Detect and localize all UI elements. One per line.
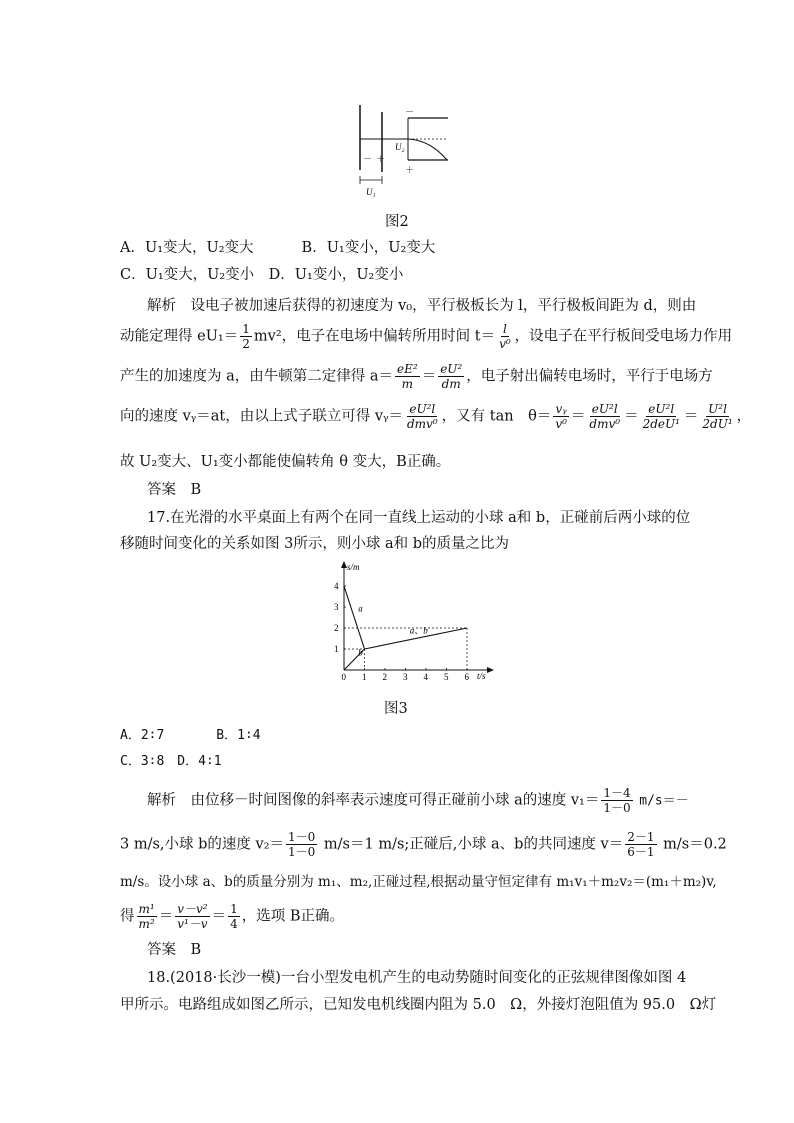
label-plus-left: ＋ bbox=[376, 154, 386, 164]
q16-analysis-line4: 向的速度 vᵧ＝at，由以上式子联立可得 vᵧ＝ $\frac{\text{eU²l}}{\text{dmv⁰}}$ ，又有 tan θ＝ $\frac{\text{vᵧ}}{\text{v⁰}}$ ＝ $\frac{\text{eU²l}}{\text{dmv⁰}}$ ＝ $\frac{\text{eU²l}}{\text{2deU¹}}$ ＝ $\frac{\text{U²l}}{\text{2dU¹}}$ ， bbox=[120, 402, 752, 431]
q17-analysis-line4: 得 $\frac{\text{m¹}}{\text{m²}}$ ＝ $\frac{\text{v－v²}}{\text{v¹－v}}$ ＝ $\frac{1}{4}$ ，选项 B正确。 bbox=[120, 902, 344, 931]
q17-answer: 答案 B bbox=[147, 942, 202, 958]
y-axis-label: s/m bbox=[347, 562, 360, 572]
series-label-0: a bbox=[358, 603, 363, 614]
figure-2-diagram bbox=[350, 100, 450, 205]
y-tick-3: 3 bbox=[334, 602, 339, 612]
x-tick-3: 3 bbox=[403, 672, 408, 682]
x-tick-2: 2 bbox=[382, 672, 387, 682]
q17-stem-line2: 移随时间变化的关系如图 3所示，则小球 a和 b的质量之比为 bbox=[120, 536, 509, 552]
y-tick-1: 1 bbox=[334, 644, 339, 654]
q16-answer: 答案 B bbox=[147, 482, 202, 498]
x-tick-5: 5 bbox=[444, 672, 449, 682]
q18-stem-line2: 甲所示。电路组成如图乙所示，已知发电机线圈内阻为 5.0 Ω，外接灯泡阻值为 95.0 Ω灯 bbox=[120, 997, 717, 1013]
series-label-2: a、b bbox=[409, 625, 428, 636]
q17-analysis-line2: 3 m/s,小球 b的速度 v₂＝ $\frac{1-0}{1-0}$ m/s＝1 m/s;正碰后,小球 a、b的共同速度 v＝ $\frac{2-1}{6-1}$ m/s＝0.2 bbox=[120, 830, 727, 859]
q18-stem-line1: 18.(2018·长沙一模)一台小型发电机产生的电动势随时间变化的正弦规律图像如图 4 bbox=[147, 970, 687, 986]
q16-analysis-line5: 故 U₂变大、U₁变小都能使偏转角 θ 变大，B正确。 bbox=[120, 454, 451, 470]
y-tick-2: 2 bbox=[334, 623, 339, 633]
label-u1: U₁ bbox=[366, 187, 376, 197]
q17-analysis-line3: m/s。设小球 a、b的质量分别为 m₁、m₂,正碰过程,根据动量守恒定律有 m₁v₁＋m₂v₂＝(m₁＋m₂)v, bbox=[120, 874, 717, 890]
q17-analysis-line1: 解析 由位移－时间图像的斜率表示速度可得正碰前小球 a的速度 v₁＝ $\frac{1-4}{1-0}$ m/s＝－ bbox=[147, 786, 689, 815]
x-tick-4: 4 bbox=[423, 672, 428, 682]
x-tick-6: 6 bbox=[464, 672, 469, 682]
figure-3-chart bbox=[320, 558, 500, 688]
q16-analysis-line2: 动能定理得 eU₁＝ $\frac{1}{2}$ mv²，电子在电场中偏转所用时间 t＝ $\frac{l}{\text{v⁰}}$ ，设电子在平行板间受电场力作用 bbox=[120, 322, 733, 351]
q16-options-ab: A．U₁变大，U₂变大 B．U₁变小，U₂变大 bbox=[120, 240, 436, 256]
q17-stem-line1: 17.在光滑的水平桌面上有两个在同一直线上运动的小球 a和 b，正碰前后两小球的位 bbox=[147, 510, 691, 526]
x-tick-1: 1 bbox=[362, 672, 367, 682]
label-plus-bottom: ＋ bbox=[405, 165, 415, 175]
figure-2-caption: 图2 bbox=[385, 214, 409, 230]
label-u2: U₂ bbox=[395, 142, 405, 152]
q17-options-cd: C．3∶8 D．4∶1 bbox=[120, 754, 222, 769]
label-minus-top: － bbox=[405, 107, 415, 117]
label-minus-left: － bbox=[363, 154, 373, 164]
y-tick-4: 4 bbox=[334, 581, 339, 591]
q16-options-cd: C．U₁变大，U₂变小 D．U₁变小，U₂变小 bbox=[120, 267, 404, 283]
electron-trajectory bbox=[408, 139, 447, 160]
figure-3-caption: 图3 bbox=[384, 701, 408, 717]
q16-analysis-line3: 产生的加速度为 a，由牛顿第二定律得 a＝ $\frac{\text{eE²}}{m}$ ＝ $\frac{\text{eU²}}{dm}$ ，电子射出偏转电场时，平行于电场方 bbox=[120, 362, 713, 391]
series-label-1: b bbox=[358, 647, 363, 658]
x-axis-label: t/s bbox=[477, 671, 486, 681]
x-axis-arrow bbox=[487, 667, 494, 673]
q16-analysis-line1: 解析 设电子被加速后获得的初速度为 v₀，平行极板长为 l，平行极板间距为 d，则由 bbox=[147, 298, 697, 314]
q17-options-ab: A．2∶7 B．1∶4 bbox=[120, 728, 261, 743]
x-tick-0: 0 bbox=[341, 672, 346, 682]
series-line-0 bbox=[344, 586, 365, 649]
